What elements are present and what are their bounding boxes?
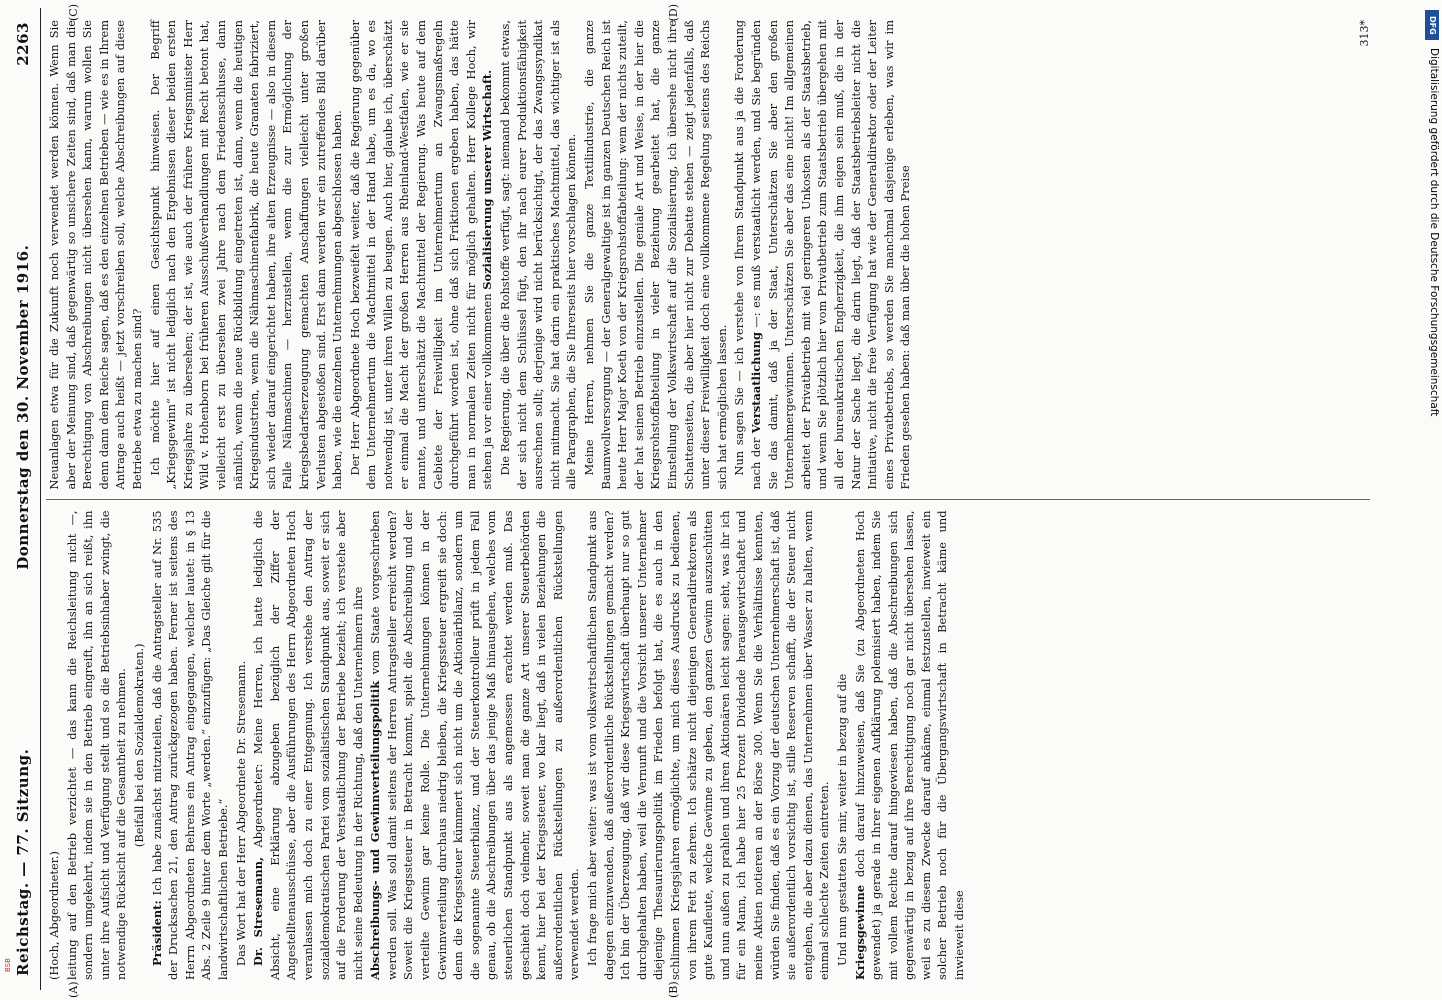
margin-marker-a: (A) [67,981,80,998]
speaker-label: Dr. Stresemann, [251,856,266,966]
paragraph: Dr. Stresemann, Abgeordneter: Meine Herren, ich hatte lediglich die Absicht, eine Erklärung abzugeben bezüglich der Ziffer der Angestelltenausschüsse, aber die Ausführungen des Herrn Abgeordneten Hoch veranlassen mich doch zu einer Entgegnung. Ich verstehe den Antrag der sozialdemokratischen Partei vom sozialistischen Standpunkt aus, soweit er sich auf die Forderung der Verstaatlichung der Betriebe bezieht; ich verstehe aber nicht seine Bedeutung in der Richtung, daß den Unternehmern ihre [251,510,365,980]
paragraph: Die Regierung, die über die Rohstoffe verfügt, sagt: niemand bekommt etwas, der sich nicht dem Schlüssel fügt, den ihr nach eurer Produktionsfähigkeit ausrechnen sollt; derjenige wird nicht berücksichtigt, der das Zwangssyndikat nicht mitmacht. Sie hat darin ein praktisches Machtmittel, das wichtiger ist als alle Paragraphen, die Sie Ihrerseits hier vorschlagen können. [498,20,579,490]
paragraph: Präsident: Ich habe zunächst mitzuteilen, daß die Antragsteller auf Nr. 535 der Drucksachen 21, den Antrag zurückgezogen haben. Ferner ist seitens des Herrn Abgeordneten Behrens ein Antrag eingegangen, welcher lautet: in § 13 Abs. 2 Zeile 9 hinter dem Worte „werden.“ einzufügen: „Das Gleiche gilt für die landwirtschaftlichen Betriebe.“ [149,510,230,980]
emphasis: Kriegsgewinne [852,884,867,980]
right-column [46,4,1372,501]
paragraph: Abschreibungs- und Gewinnverteilungspolitik vom Staate vorgeschrieben werden soll. Was soll damit seitens der Herren Antragsteller erreicht werden? Soweit die Kriegssteuer in Betracht kommt, spielt die Abschreibung und der verteilte Gewinn gar keine Rolle. Die Unternehmungen können in der Gewinnverteilung durchaus niedrig bleiben, die Kriegssteuer ergreift sie doch: denn die Kriegssteuer kümmert sich nicht um die Aktionärbilanz, sondern um die sogenannte Steuerbilanz, und der Steuerkontrolleur prüft in jedem Fall genau, ob die Abschreibungen über das jenige Maß hinausgehen, welches vom steuerlichen Standpunkt aus als angemessen erachtet werden muß. Das geschieht doch vielmehr, soweit man die ganze Art unserer Steuerbehörden kennt, hier bei der Kriegssteuer, wo klar liegt, daß in vielen Beziehungen die außerordentlichen Rückstellungen zu außerordentlichen Rückstellungen verwendet werden. [368,510,582,980]
paragraph: Das Wort hat der Herr Abgeordnete Dr. Stresemann. [233,660,248,966]
dfg-logo: DFG [1425,10,1439,40]
paragraph: Ich frage mich aber weiter: was ist vom volkswirtschaftlichen Standpunkt aus dagegen einzuwenden, daß außerordentliche Rückstellungen gemacht werden? Ich bin der Überzeugung, daß wir diese Kriegswirtschaft überhaupt nur so gut durchgehalten haben, weil die Vernunft und die Vorsicht unserer Unternehmer diejenige Thesaurierungspolitik im Frieden befolgt hat, die es auch in den schlimmen Kriegsjahren ermöglichte, um mich dieses Ausdrucks zu bedienen, von ihrem Fett zu zehren. Ich schätze nicht diejenigen Generaldirektoren als gute Kaufleute, welche Gewinne zu geben, den ganzen Gewinn auszuschütten und nun außen zu prahlen und ihren Aktionären leicht sagen: seht, was ihr ich für ein Mann, ich habe hier 25 Prozent Dividende herausgewirtschaftet und meine Aktien notieren an der Börse 300. Wenn Sie die Verhältnisse kennten, würden Sie finden, daß es ein Vorzug der deutschen Unternehmerschaft ist, daß sie außerordentlich vorsichtig ist, stille Reserven schafft, die der Steuer nicht entgehen, die aber dazu dienen, das Unternehmen über Wasser zu halten, wenn einmal schlechte Zeiten eintreten. [585,510,832,980]
paragraph: Ich möchte hier auf einen Gesichtspunkt hinweisen. Der Begriff „Kriegsgewinn“ ist nicht lediglich nach den Ergebnissen dieser beiden ersten Kriegsjahre zu übersehen; der ist, wie auch der frühere Kriegsminister Herr Wild v. Hohenborn bei früheren Ausschußverhandlungen mit Recht betont hat, vielleicht erst zu übersehen zwei Jahre nach dem Friedensschlusse, dann nämlich, wenn die neue Rückbildung eingetreten ist, dann, wenn die heutigen Kriegsindustrien, wenn die Nähmaschinenfabrik, die heute Granaten fabriziert, sich wieder darauf eingerichtet haben, ihre alten Erzeugnisse — also in diesem Falle Nähmaschinen — herzustellen, wenn die zur Ermöglichung der kriegsbedarfserzeugung gemachten Anschaffungen vielleicht unter großen Verlusten abgestoßen sind. Erst dann werden wir ein zutreffendes Bild darüber haben, wie die einzelnen Unternehmungen abgeschlossen haben. [147,20,345,490]
header-left: Reichstag. — 77. Sitzung. [14,748,32,976]
header-center: Donnerstag den 30. November 1916. [14,244,32,570]
sheet-mark: 313* [1358,20,1372,47]
speaker-continued: (Hoch, Abgeordneter.) [47,851,61,980]
header-page-number: 2263 [14,22,32,66]
speaker-label: Präsident: [149,900,164,966]
digitization-note: Digitalisierung gefördert durch die Deutsche Forschungsgemeinschaft [1428,48,1440,417]
paragraph: leitung auf den Betrieb verzichtet — das kann die Reichsleitung nicht —, sondern umgekehrt, indem sie in den Betrieb eingreift, ihn an sich reißt, ihn unter ihre Aufsicht und Verfügung stellt und so die Betriebsinhaber zwingt, die notwendige Rücksicht auf die Gesamtheit zu nehmen. [64,510,129,980]
text-columns [46,4,1372,998]
emphasis: Verstaatlichung [748,332,763,434]
margin-marker-d: (D) [667,4,680,22]
library-mark: BSB [4,958,12,972]
applause-note: (Beifall bei den Sozialdemokraten.) [131,643,146,848]
paragraph: Und nun gestatten Sie mir, weiter in bezug auf die [834,673,849,966]
paragraph: Neuanlagen etwa für die Zukunft noch verwendet werden können. Wenn Sie aber der Meinung sind, daß gegenwärtig so unsichere Zeiten sind, daß man die Berechtigung von Abschreibungen nicht übersehen kann, warum wollen Sie denn dann dem Reiche sagen, daß es den einzelnen Betrieben — wie es in Ihrem Antrage auch heißt — jetzt vorschreiben soll, welche Abschreibungen auf diese Betriebe etwa zu machen sind? [47,20,144,490]
paragraph: Der Herr Abgeordnete Hoch bezweifelt weiter, daß die Regierung gegenüber dem Unternehmertum die Machtmittel in der Hand habe, um es da, wo es notwendig ist, unter ihren Willen zu beugen. Auch hier, glaube ich, überschätzt er einmal die Macht der großen Herren aus Rheinland-Westfalen, wie er sie nannte, und unterschätzt die Machtmittel der Regierung. Was heute auf dem Gebiete der Freiwilligkeit im Unternehmertum an Zwangsmaßregeln durchgeführt worden ist, ohne daß sich Friktionen ergeben haben, das hätte man in normalen Zeiten nicht für möglich gehalten. Herr Kollege Hoch, wir stehen ja vor einer vollkommenen Sozialisierung unserer Wirtschaft. [347,20,495,490]
margin-marker-c: (C) [67,4,80,21]
emphasis: Sozialisierung unserer Wirtschaft. [480,69,495,290]
paragraph: Kriegsgewinne doch darauf hinzuweisen, daß Sie (zu Abgeordneten Hoch gewendet) ja gerade in Ihrer eigenen Aufklärung polemisiert haben, indem Sie mit vollem Rechte darauf hingewiesen haben, daß die Abschreibungen sich gegenwärtig in bezug auf ihre Berechtigung noch gar nicht übersehen lassen, weil es zu diesem Zwecke darauf ankäme, einmal festzustellen, inwieweit ein solcher Betrieb noch für die Übergangswirtschaft in Betracht käme und inwieweit diese [852,510,967,980]
paragraph: Meine Herren, nehmen Sie die ganze Textilindustrie, die ganze Baumwollversorgung — der Generalgewaltige ist im ganzen Deutschen Reich ist heute Herr Major Koeth von der Kriegsrohstoffabteilung: wem der nichts zuteilt, der hat seinen Betrieb einzustellen. Die geniale Art und Weise, in der hier die Kriegsrohstoffabteilung in vieler Beziehung gearbeitet hat, die ganze Einstellung der Volkswirtschaft auf die Sozialisierung, ich übersehe nicht ihre Schattenseiten, die aber hier nicht zur Debatte stehen — zeigt jedenfalls, daß unter dieser Freiwilligkeit doch eine vollkommene Regelung seitens des Reichs sich hat ermöglichen lassen. [582,20,729,490]
page-header [14,8,41,990]
paragraph: Nun sagen Sie — ich verstehe von Ihrem Standpunkt aus ja die Forderung nach der Verstaatlichung —: es muß verstaatlicht werden, und Sie begründen Sie das damit, daß ja der Staat, Unterschätzen Sie aber den großen Unternehmergewinnen. Unterschätzen Sie aber das eine nicht! Im allgemeinen arbeitet der Privatbetrieb mit viel geringeren Unkosten als der Staatsbetrieb, und wenn Sie plötzlich hier vom Privatbetrieb zum Staatsbetrieb übergehen mit all der bureaukratischen Engherzigkeit, die ihm eigen sein muß, die in der Natur der Sache liegt, die darin liegt, daß der Staatsbetriebsleiter nicht die Initiative, nicht die freie Verfügung hat wie der Generaldirektor oder der Leiter eines Privatbetriebs, so werden Sie manchmal dasjenige erleben, was wir im Frieden gesehen haben: daß man über die hohen Preise [732,19,913,490]
emphasis: Abschreibungs- und Gewinnverteilungspolitik [368,680,383,980]
margin-marker-b: (B) [667,981,680,998]
left-column [46,501,1370,998]
